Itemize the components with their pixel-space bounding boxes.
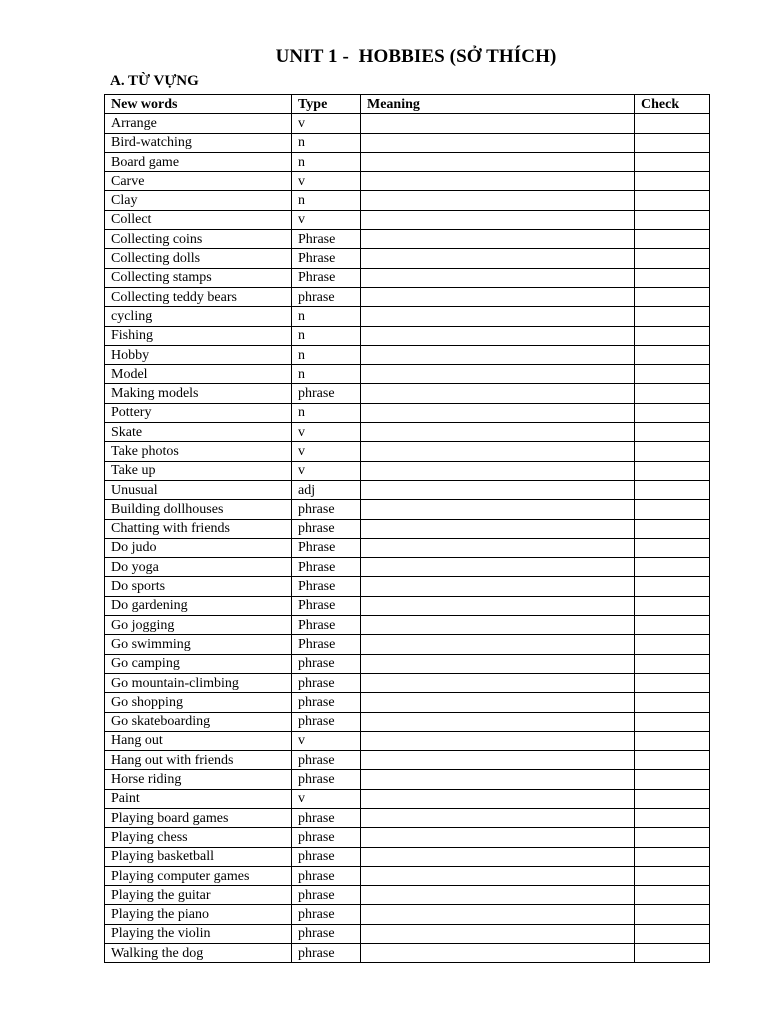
meaning-cell[interactable]	[361, 847, 635, 866]
check-cell[interactable]	[635, 268, 710, 287]
type-cell: phrase	[292, 770, 361, 789]
table-row	[105, 114, 710, 133]
meaning-cell[interactable]	[361, 480, 635, 499]
word-cell: Go jogging	[105, 616, 292, 635]
meaning-cell[interactable]	[361, 770, 635, 789]
word-cell: Go camping	[105, 654, 292, 673]
type-cell: phrase	[292, 866, 361, 885]
meaning-cell[interactable]	[361, 268, 635, 287]
table-row	[105, 770, 710, 789]
meaning-cell[interactable]	[361, 924, 635, 943]
check-cell[interactable]	[635, 249, 710, 268]
table-row	[105, 538, 710, 557]
check-cell[interactable]	[635, 423, 710, 442]
table-row	[105, 789, 710, 808]
word-cell: Go mountain-climbing	[105, 673, 292, 692]
header-check: Check	[635, 95, 710, 114]
table-row	[105, 808, 710, 827]
table-row	[105, 596, 710, 615]
type-cell: v	[292, 442, 361, 461]
type-cell: phrase	[292, 693, 361, 712]
word-cell: Playing the guitar	[105, 886, 292, 905]
meaning-cell[interactable]	[361, 866, 635, 885]
table-row	[105, 423, 710, 442]
type-cell: adj	[292, 480, 361, 499]
meaning-cell[interactable]	[361, 828, 635, 847]
word-cell: Hobby	[105, 345, 292, 364]
header-type: Type	[292, 95, 361, 114]
table-row	[105, 326, 710, 345]
word-cell: Playing computer games	[105, 866, 292, 885]
type-cell: phrase	[292, 287, 361, 306]
table-row	[105, 500, 710, 519]
table-row	[105, 847, 710, 866]
table-row	[105, 577, 710, 596]
meaning-cell[interactable]	[361, 384, 635, 403]
word-cell: Take photos	[105, 442, 292, 461]
table-row	[105, 654, 710, 673]
word-cell: Fishing	[105, 326, 292, 345]
check-cell[interactable]	[635, 287, 710, 306]
check-cell[interactable]	[635, 210, 710, 229]
table-row	[105, 345, 710, 364]
check-cell[interactable]	[635, 905, 710, 924]
word-cell: Horse riding	[105, 770, 292, 789]
meaning-cell[interactable]	[361, 442, 635, 461]
table-row	[105, 191, 710, 210]
meaning-cell[interactable]	[361, 307, 635, 326]
word-cell: Paint	[105, 789, 292, 808]
type-cell: n	[292, 307, 361, 326]
type-cell: n	[292, 152, 361, 171]
word-cell: Go swimming	[105, 635, 292, 654]
table-body	[105, 114, 710, 963]
check-cell[interactable]	[635, 230, 710, 249]
table-row	[105, 442, 710, 461]
check-cell[interactable]	[635, 461, 710, 480]
meaning-cell[interactable]	[361, 693, 635, 712]
type-cell: phrase	[292, 712, 361, 731]
meaning-cell[interactable]	[361, 133, 635, 152]
word-cell: Do yoga	[105, 558, 292, 577]
meaning-cell[interactable]	[361, 538, 635, 557]
check-cell[interactable]	[635, 944, 710, 963]
word-cell: Clay	[105, 191, 292, 210]
word-cell: Do gardening	[105, 596, 292, 615]
check-cell[interactable]	[635, 519, 710, 538]
type-cell: Phrase	[292, 577, 361, 596]
word-cell: Playing basketball	[105, 847, 292, 866]
word-cell: Collecting dolls	[105, 249, 292, 268]
word-cell: Pottery	[105, 403, 292, 422]
table-row	[105, 519, 710, 538]
word-cell: cycling	[105, 307, 292, 326]
table-row	[105, 480, 710, 499]
meaning-cell[interactable]	[361, 789, 635, 808]
table-row	[105, 133, 710, 152]
word-cell: Arrange	[105, 114, 292, 133]
type-cell: Phrase	[292, 268, 361, 287]
check-cell[interactable]	[635, 886, 710, 905]
type-cell: phrase	[292, 886, 361, 905]
header-meaning: Meaning	[361, 95, 635, 114]
meaning-cell[interactable]	[361, 152, 635, 171]
check-cell[interactable]	[635, 326, 710, 345]
check-cell[interactable]	[635, 172, 710, 191]
table-row	[105, 712, 710, 731]
type-cell: Phrase	[292, 635, 361, 654]
check-cell[interactable]	[635, 365, 710, 384]
type-cell: phrase	[292, 847, 361, 866]
word-cell: Go shopping	[105, 693, 292, 712]
check-cell[interactable]	[635, 808, 710, 827]
word-cell: Collect	[105, 210, 292, 229]
meaning-cell[interactable]	[361, 519, 635, 538]
table-row	[105, 287, 710, 306]
check-cell[interactable]	[635, 114, 710, 133]
check-cell[interactable]	[635, 538, 710, 557]
meaning-cell[interactable]	[361, 886, 635, 905]
meaning-cell[interactable]	[361, 191, 635, 210]
check-cell[interactable]	[635, 789, 710, 808]
check-cell[interactable]	[635, 500, 710, 519]
table-row	[105, 673, 710, 692]
type-cell: Phrase	[292, 230, 361, 249]
type-cell: v	[292, 114, 361, 133]
check-cell[interactable]	[635, 133, 710, 152]
type-cell: Phrase	[292, 538, 361, 557]
table-row	[105, 731, 710, 750]
type-cell: n	[292, 403, 361, 422]
word-cell: Unusual	[105, 480, 292, 499]
meaning-cell[interactable]	[361, 731, 635, 750]
word-cell: Skate	[105, 423, 292, 442]
table-row	[105, 866, 710, 885]
meaning-cell[interactable]	[361, 712, 635, 731]
table-row	[105, 249, 710, 268]
word-cell: Do sports	[105, 577, 292, 596]
meaning-cell[interactable]	[361, 423, 635, 442]
word-cell: Hang out	[105, 731, 292, 750]
word-cell: Making models	[105, 384, 292, 403]
check-cell[interactable]	[635, 847, 710, 866]
word-cell: Playing board games	[105, 808, 292, 827]
check-cell[interactable]	[635, 191, 710, 210]
check-cell[interactable]	[635, 577, 710, 596]
type-cell: phrase	[292, 654, 361, 673]
meaning-cell[interactable]	[361, 403, 635, 422]
meaning-cell[interactable]	[361, 596, 635, 615]
type-cell: v	[292, 210, 361, 229]
meaning-cell[interactable]	[361, 500, 635, 519]
meaning-cell[interactable]	[361, 114, 635, 133]
check-cell[interactable]	[635, 616, 710, 635]
word-cell: Playing the violin	[105, 924, 292, 943]
word-cell: Playing the piano	[105, 905, 292, 924]
type-cell: Phrase	[292, 616, 361, 635]
type-cell: phrase	[292, 808, 361, 827]
table-row	[105, 384, 710, 403]
table-row	[105, 693, 710, 712]
check-cell[interactable]	[635, 751, 710, 770]
word-cell: Board game	[105, 152, 292, 171]
table-row	[105, 751, 710, 770]
word-cell: Take up	[105, 461, 292, 480]
word-cell: Playing chess	[105, 828, 292, 847]
table-row	[105, 365, 710, 384]
meaning-cell[interactable]	[361, 577, 635, 596]
check-cell[interactable]	[635, 828, 710, 847]
check-cell[interactable]	[635, 152, 710, 171]
type-cell: n	[292, 365, 361, 384]
check-cell[interactable]	[635, 712, 710, 731]
type-cell: phrase	[292, 905, 361, 924]
check-cell[interactable]	[635, 480, 710, 499]
meaning-cell[interactable]	[361, 751, 635, 770]
meaning-cell[interactable]	[361, 635, 635, 654]
check-cell[interactable]	[635, 596, 710, 615]
check-cell[interactable]	[635, 307, 710, 326]
meaning-cell[interactable]	[361, 172, 635, 191]
meaning-cell[interactable]	[361, 673, 635, 692]
meaning-cell[interactable]	[361, 808, 635, 827]
word-cell: Model	[105, 365, 292, 384]
table-row	[105, 828, 710, 847]
check-cell[interactable]	[635, 345, 710, 364]
type-cell: Phrase	[292, 249, 361, 268]
word-cell: Go skateboarding	[105, 712, 292, 731]
type-cell: Phrase	[292, 558, 361, 577]
word-cell: Building dollhouses	[105, 500, 292, 519]
check-cell[interactable]	[635, 558, 710, 577]
meaning-cell[interactable]	[361, 326, 635, 345]
table-header-row	[105, 95, 710, 114]
table-row	[105, 944, 710, 963]
page-title: UNIT 1 - HOBBIES (SỞ THÍCH)	[275, 46, 557, 67]
meaning-cell[interactable]	[361, 345, 635, 364]
check-cell[interactable]	[635, 866, 710, 885]
word-cell: Hang out with friends	[105, 751, 292, 770]
table-row	[105, 616, 710, 635]
type-cell: n	[292, 133, 361, 152]
meaning-cell[interactable]	[361, 558, 635, 577]
table-row	[105, 403, 710, 422]
type-cell: phrase	[292, 673, 361, 692]
type-cell: phrase	[292, 828, 361, 847]
type-cell: n	[292, 191, 361, 210]
table-row	[105, 307, 710, 326]
type-cell: v	[292, 423, 361, 442]
type-cell: Phrase	[292, 596, 361, 615]
type-cell: phrase	[292, 500, 361, 519]
meaning-cell[interactable]	[361, 616, 635, 635]
meaning-cell[interactable]	[361, 654, 635, 673]
type-cell: v	[292, 172, 361, 191]
word-cell: Collecting teddy bears	[105, 287, 292, 306]
word-cell: Bird-watching	[105, 133, 292, 152]
check-cell[interactable]	[635, 635, 710, 654]
table-row	[105, 635, 710, 654]
table-row	[105, 886, 710, 905]
check-cell[interactable]	[635, 442, 710, 461]
meaning-cell[interactable]	[361, 230, 635, 249]
table-row	[105, 461, 710, 480]
check-cell[interactable]	[635, 673, 710, 692]
word-cell: Chatting with friends	[105, 519, 292, 538]
table-row	[105, 905, 710, 924]
meaning-cell[interactable]	[361, 249, 635, 268]
table-row	[105, 924, 710, 943]
type-cell: phrase	[292, 751, 361, 770]
type-cell: phrase	[292, 384, 361, 403]
word-cell: Collecting coins	[105, 230, 292, 249]
check-cell[interactable]	[635, 403, 710, 422]
table-row	[105, 558, 710, 577]
check-cell[interactable]	[635, 693, 710, 712]
type-cell: n	[292, 345, 361, 364]
table-row	[105, 230, 710, 249]
check-cell[interactable]	[635, 384, 710, 403]
type-cell: v	[292, 789, 361, 808]
type-cell: phrase	[292, 944, 361, 963]
type-cell: phrase	[292, 924, 361, 943]
table-row	[105, 210, 710, 229]
meaning-cell[interactable]	[361, 365, 635, 384]
table-row	[105, 172, 710, 191]
table-row	[105, 152, 710, 171]
type-cell: v	[292, 731, 361, 750]
meaning-cell[interactable]	[361, 287, 635, 306]
check-cell[interactable]	[635, 924, 710, 943]
meaning-cell[interactable]	[361, 210, 635, 229]
section-heading: A. TỪ VỰNG	[110, 73, 199, 89]
word-cell: Do judo	[105, 538, 292, 557]
meaning-cell[interactable]	[361, 905, 635, 924]
word-cell: Walking the dog	[105, 944, 292, 963]
check-cell[interactable]	[635, 731, 710, 750]
table-row	[105, 268, 710, 287]
type-cell: n	[292, 326, 361, 345]
word-cell: Carve	[105, 172, 292, 191]
vocabulary-table	[104, 94, 710, 963]
check-cell[interactable]	[635, 770, 710, 789]
meaning-cell[interactable]	[361, 944, 635, 963]
type-cell: v	[292, 461, 361, 480]
meaning-cell[interactable]	[361, 461, 635, 480]
check-cell[interactable]	[635, 654, 710, 673]
type-cell: phrase	[292, 519, 361, 538]
header-new-words: New words	[105, 95, 292, 114]
word-cell: Collecting stamps	[105, 268, 292, 287]
